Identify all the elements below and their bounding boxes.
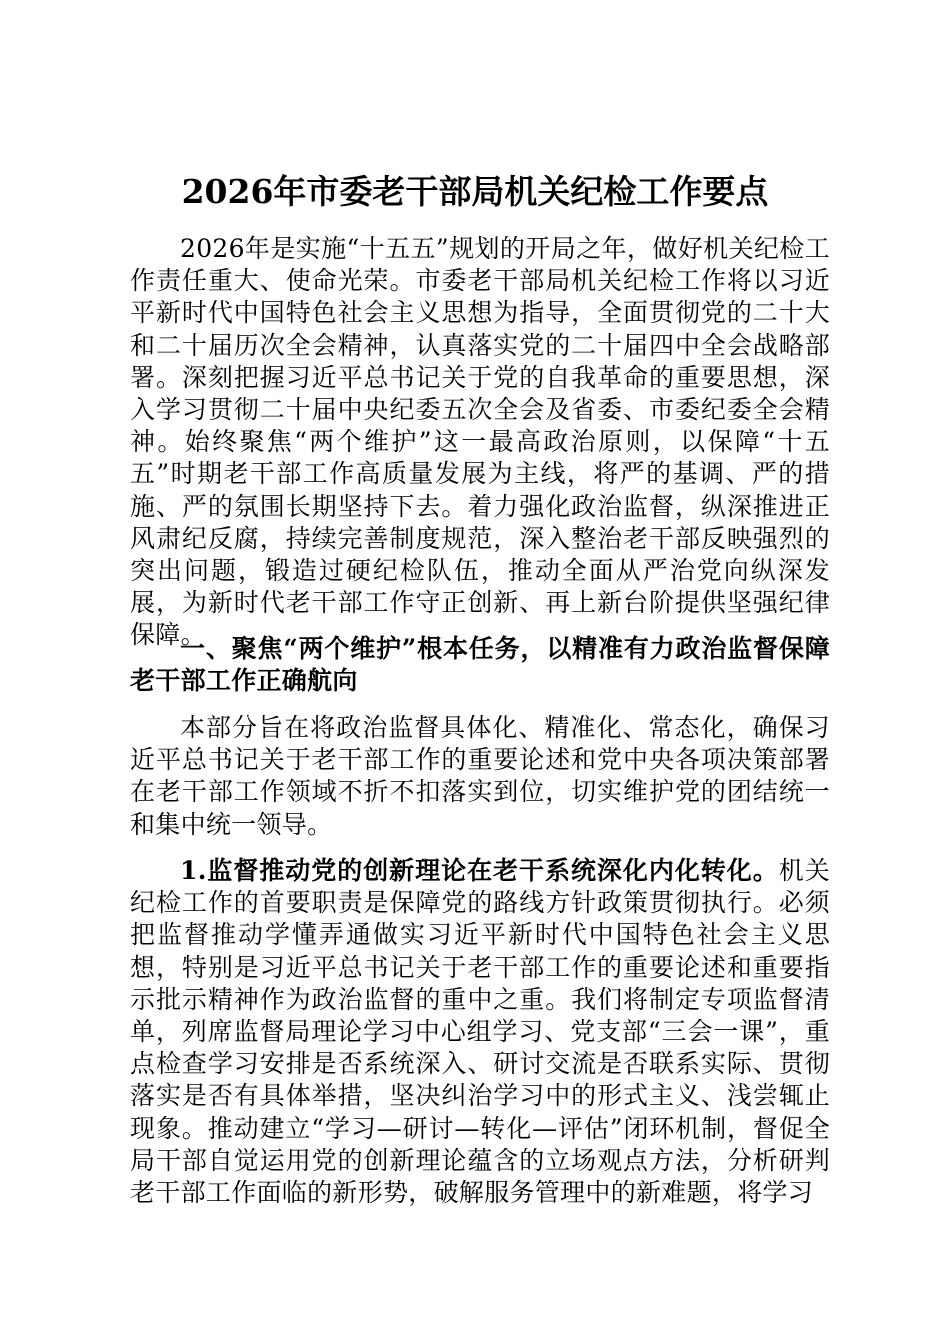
item-1-body: 机关纪检工作的首要职责是保障党的路线方针政策贯彻执行。必须把监督推动学懂弄通做实习近平新时代中国特色社会主义思想，特别是习近平总书记关于老干部工作的重要论述和重要指示批示精神作为政治监督的重中之重。我们将制定专项监督清单，列席监督局理论学习中心组学习、党支部“三会一课”，重点检查学习安排是否系统深入、研讨交流是否联系实际、贯彻落实是否有具体举措，坚决纠治学习中的形式主义、浅尝辄止现象。推动建立“学习—研讨—转化—评估”闭环机制，督促全局干部自觉运用党的创新理论蕴含的立场观点方法，分析研判老干部工作面临的新形势，破解服务管理中的新难题，将学习	[130, 856, 830, 1208]
section-1-item-1-paragraph	[130, 855, 830, 1209]
item-1-lead: 1.监督推动党的创新理论在老干系统深化内化转化。	[180, 856, 779, 885]
document-title: 2026年市委老干部局机关纪检工作要点	[181, 172, 769, 211]
intro-paragraph: 2026年是实施“十五五”规划的开局之年，做好机关纪检工作责任重大、使命光荣。市委老干部局机关纪检工作将以习近平新时代中国特色社会主义思想为指导，全面贯彻党的二十大和二十届历次全会精神，认真落实党的二十届四中全会战略部署。深刻把握习近平总书记关于党的自我革命的重要思想，深入学习贯彻二十届中央纪委五次全会及省委、市委纪委全会精神。始终聚焦“两个维护”这一最高政治原则，以保障“十五五”时期老干部工作高质量发展为主线，将严的基调、严的措施、严的氛围长期坚持下去。着力强化政治监督，纵深推进正风肃纪反腐，持续完善制度规范，深入整治老干部反映强烈的突出问题，锻造过硬纪检队伍，推动全面从严治党向纵深发展，为新时代老干部工作守正创新、再上新台阶提供坚强纪律保障。	[130, 234, 830, 650]
section-1-heading: 一、聚焦“两个维护”根本任务，以精准有力政治监督保障老干部工作正确航向	[130, 634, 830, 696]
section-1-intro-paragraph: 本部分旨在将政治监督具体化、精准化、常态化，确保习近平总书记关于老干部工作的重要论述和党中央各项决策部署在老干部工作领域不折不扣落实到位，切实维护党的团结统一和集中统一领导。	[130, 713, 830, 839]
